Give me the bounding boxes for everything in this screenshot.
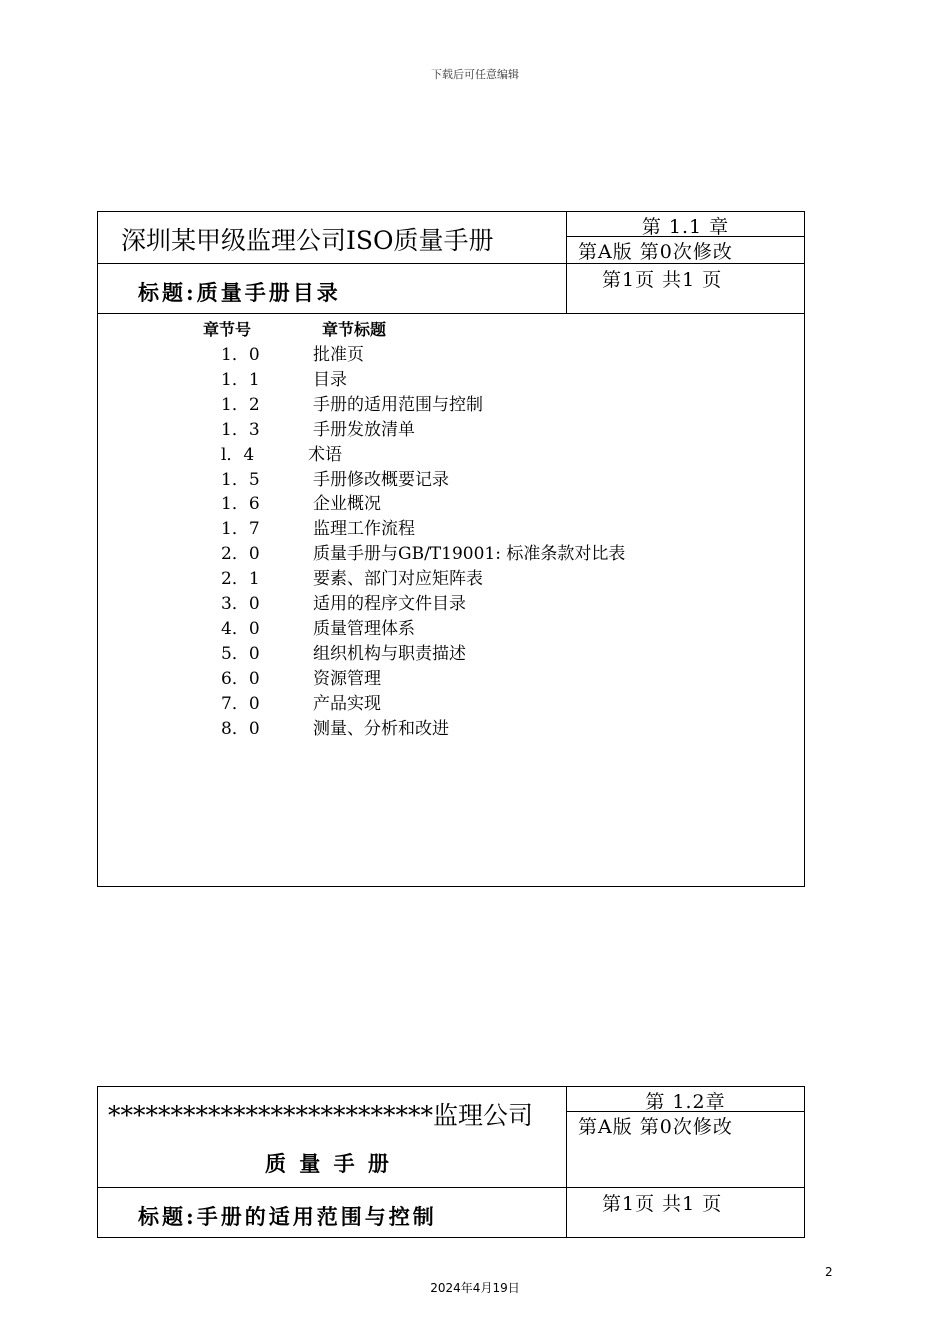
toc-row-title: 企业概况 [313,494,381,515]
toc-header-num: 章节号 [203,320,252,339]
toc-row-title: 质量管理体系 [313,618,415,639]
toc-row-number: 1．6 [221,494,260,515]
chapter-number: 第 1.1 章 [641,216,730,238]
header-note: 下载后可任意编辑 [431,68,519,81]
footer-date: 2024年4月19日 [430,1281,520,1295]
toc-row-title: 组织机构与职责描述 [313,643,466,664]
toc-row-number: 2．0 [221,544,260,565]
toc-row-title: 手册的适用范围与控制 [313,394,483,415]
toc-row-number: 1．2 [221,394,260,415]
chapter-number-2: 第 1.2章 [645,1091,726,1113]
edition-info: 第A版 第0次修改 [578,241,733,263]
toc-row-number: 1．5 [221,469,260,490]
toc-row-title: 质量手册与GB/T19001: 标准条款对比表 [313,544,626,565]
subject-title: 标题:质量手册目录 [138,280,341,305]
edition-info-2: 第A版 第0次修改 [578,1116,733,1138]
toc-row-number: 1．3 [221,419,260,440]
toc-row-title: 产品实现 [313,693,381,714]
toc-row-number: 1．1 [221,369,260,390]
toc-row-title: 适用的程序文件目录 [313,594,466,614]
toc-header-title: 章节标题 [322,320,387,339]
toc-row-title: 资源管理 [313,668,381,689]
company-title-2: **************************监理公司 [108,1101,534,1130]
toc-row-title: 术语 [308,444,342,465]
subject-title-2: 标题:手册的适用范围与控制 [138,1204,437,1229]
toc-row-number: 1．0 [221,345,260,365]
page-info-2: 第1页 共1 页 [602,1193,723,1215]
toc-row-number: 2．1 [221,569,260,590]
toc-row-title: 目录 [313,369,347,390]
toc-row-number: 5．0 [221,643,260,664]
toc-row-number: 6．0 [221,668,260,689]
toc-row-number: 7．0 [221,693,260,714]
toc-row-number: 8．0 [221,718,260,739]
toc-row-number: l．4 [221,444,255,465]
toc-row-title: 要素、部门对应矩阵表 [313,569,483,590]
toc-row-number: 3．0 [221,594,260,614]
page-info: 第1页 共1 页 [602,269,723,291]
toc-row-number: 4．0 [221,618,260,639]
toc-row-number: 1．7 [221,519,260,540]
company-title: 深圳某甲级监理公司ISO质量手册 [121,226,494,255]
toc-row-title: 手册发放清单 [313,419,415,440]
toc-row-title: 监理工作流程 [313,519,415,540]
toc-row-title: 手册修改概要记录 [313,469,449,490]
page-number: 2 [825,1265,833,1279]
toc-row-title: 批准页 [313,345,364,365]
manual-label: 质 量 手 册 [265,1151,392,1176]
toc-row-title: 测量、分析和改进 [313,718,449,739]
